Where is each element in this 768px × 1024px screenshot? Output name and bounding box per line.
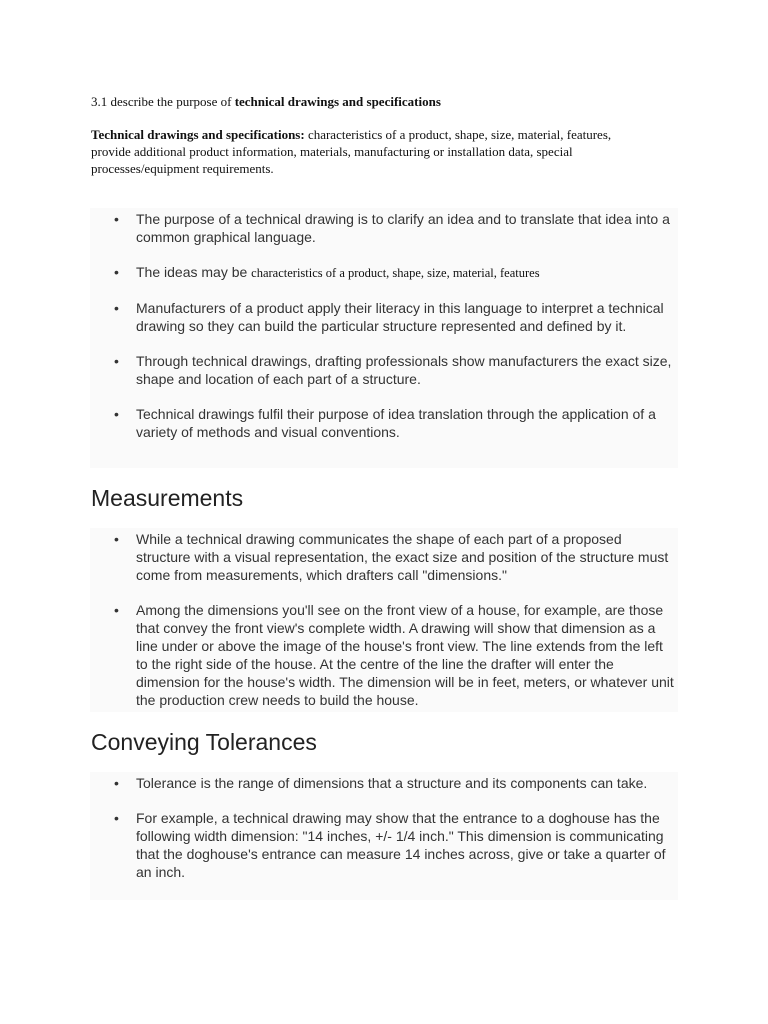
bullet-icon: • [114, 264, 119, 280]
bullet-icon: • [114, 531, 119, 547]
list-item-text: Through technical drawings, drafting professionals show manufacturers the exact size, shape and location of each part of a structure. [136, 353, 672, 387]
list-item [90, 352, 678, 388]
list-item-text: Tolerance is the range of dimensions that a structure and its components can take. [136, 775, 648, 791]
list-item [90, 263, 678, 282]
definition-paragraph [91, 126, 651, 177]
topic-heading-prefix: 3.1 describe the purpose of [91, 94, 235, 109]
list-item [90, 809, 678, 881]
bullet-icon: • [114, 602, 119, 618]
list-item-text: Technical drawings fulfil their purpose of idea translation through the application of a variety of methods and visual conventions. [136, 406, 656, 440]
list-item-text: While a technical drawing communicates the shape of each part of a proposed structure with a visual representation, the exact size and position of the structure must come from measurements, which drafters call "dimensions." [136, 531, 669, 583]
bullet-icon: • [114, 810, 119, 826]
list-item [90, 601, 678, 709]
measurements-list [90, 530, 678, 709]
list-item [90, 405, 678, 441]
bullet-icon: • [114, 211, 119, 227]
list-item-text: Manufacturers of a product apply their literacy in this language to interpret a technical drawing so they can build the particular structure represented and defined by it. [136, 300, 664, 334]
topic-heading [91, 93, 691, 110]
list-item-text: The ideas may be [136, 264, 252, 280]
tolerances-heading: Conveying Tolerances [91, 729, 317, 755]
list-item [90, 530, 678, 584]
purpose-list [90, 210, 678, 441]
list-item-text: Among the dimensions you'll see on the front view of a house, for example, are those that convey the front view's complete width. A drawing will show that dimension as a line under or above the image of the house's front view. The line extends from the left to the right side of the house. At the centre of the line the drafter will enter the dimension for the house's width. The dimension will be in feet, meters, or whatever unit the production crew needs to build the house. [136, 602, 674, 708]
list-item-serif-text: characteristics of a product, shape, size, material, features [251, 266, 540, 280]
bullet-icon: • [114, 353, 119, 369]
list-item [90, 210, 678, 246]
definition-label: Technical drawings and specifications: [91, 127, 305, 142]
measurements-heading: Measurements [91, 485, 244, 511]
list-item-text: For example, a technical drawing may show that the entrance to a doghouse has the following width dimension: "14 inches, +/- 1/4 inch." This dimension is communicating that the doghouse's entrance can measure 14 inches across, give or take a quarter of an inch. [136, 810, 666, 880]
topic-heading-bold: technical drawings and specifications [234, 94, 441, 109]
bullet-icon: • [114, 406, 119, 422]
list-item-text: The purpose of a technical drawing is to clarify an idea and to translate that idea into a common graphical language. [136, 211, 670, 245]
list-item [90, 774, 678, 792]
list-item [90, 299, 678, 335]
bullet-icon: • [114, 300, 119, 316]
bullet-icon: • [114, 775, 119, 791]
definition-text: characteristics of a product, shape, size, material, features, provide additional product information, materials, manufacturing or installation data, special processes/equipment requirements. [91, 127, 612, 176]
tolerances-list [90, 774, 678, 881]
